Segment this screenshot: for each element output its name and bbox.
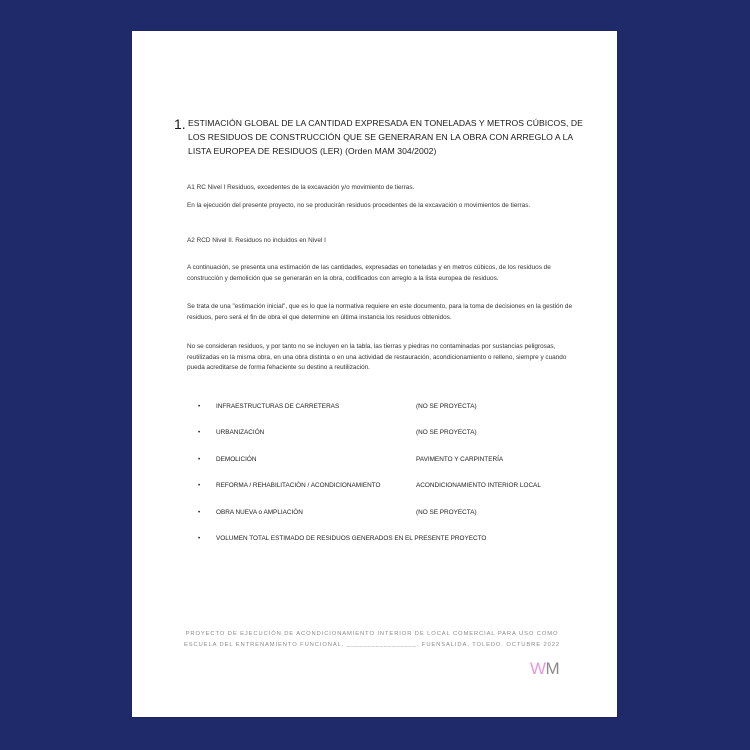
item-name: VOLUMEN TOTAL ESTIMADO DE RESIDUOS GENERADOS EN EL PRESENTE PROYECTO	[216, 535, 487, 542]
item-value: (NO SE PROYECTA)	[416, 509, 477, 516]
logo-w: W	[530, 659, 546, 678]
item-name: DEMOLICIÓN	[216, 456, 257, 463]
section-title: ESTIMACIÓN GLOBAL DE LA CANTIDAD EXPRESADA EN TONELADAS Y METROS CÚBICOS, DE LOS RESIDUOS DE CONSTRUCCIÓN QUE SE GENERARAN EN LA OBRA CON ARREGLO A LA LISTA EUROPEA DE RESIDUOS (LER) (Orden MAM 304/2002)	[188, 118, 583, 156]
item-value: (NO SE PROYECTA)	[416, 429, 477, 436]
a1-text: En la ejecución del presente proyecto, no se producirán residuos procedentes de la excavación o movimientos de tierras.	[187, 202, 531, 209]
section-number: 1.	[174, 116, 186, 132]
list-item	[198, 535, 578, 545]
item-value: (NO SE PROYECTA)	[416, 403, 477, 410]
list-item	[198, 482, 578, 492]
list-item	[198, 509, 578, 519]
footer-line-2: ESCUELA DEL ENTRENAMIENTO FUNCIONAL. _________________. FUENSALIDA, TOLEDO. OCTUBRE 2022	[183, 642, 561, 648]
logo-m: M	[545, 659, 560, 678]
bullet: •	[198, 535, 201, 542]
document-page	[132, 31, 617, 717]
item-name: URBANIZACIÓN	[216, 429, 265, 436]
list-item	[198, 429, 578, 439]
item-name: INFRAESTRUCTURAS DE CARRETERAS	[216, 403, 340, 410]
page-footer	[172, 629, 572, 651]
footer-line-1: PROYECTO DE EJECUCIÓN DE ACONDICIONAMIENTO INTERIOR DE LOCAL COMERCIAL PARA USO COMO	[185, 631, 559, 637]
bullet: •	[198, 456, 201, 463]
item-value: PAVIMENTO Y CARPINTERÍA	[416, 456, 504, 463]
a2-paragraph-1: A continuación, se presenta una estimación de las cantidades, expresadas en toneladas y en metros cúbicos, de los residuos de construcción y demolición que se generarán en la obra, codificados con arreglo a la lista europea de residuos.	[187, 264, 551, 282]
a2-paragraph-2: Se trata de una "estimación inicial", que es lo que la normativa requiere en este documento, para la toma de decisiones en la gestión de residuos, pero será el fin de obra el que determine en última instancia los residuos obtenidos.	[187, 303, 573, 321]
bullet: •	[198, 509, 201, 516]
section-heading	[174, 116, 584, 158]
a2-heading: A2 RCD Nivel II. Residuos no incluidos en Nivel I	[187, 237, 326, 244]
bullet: •	[198, 482, 201, 489]
list-item	[198, 403, 578, 413]
list-item	[198, 456, 578, 466]
item-name: REFORMA / REHABILITACIÓN / ACONDICIONAMIENTO	[216, 482, 381, 489]
item-name: OBRA NUEVA o AMPLIACIÓN	[216, 509, 303, 516]
item-value: ACONDICIONAMIENTO INTERIOR LOCAL	[416, 482, 541, 489]
a1-heading: A1 RC Nivel I Residuos, excedentes de la excavación y/o movimiento de tierras.	[187, 184, 415, 191]
a2-paragraph-3: No se consideran residuos, y por tanto no se incluyen en la tabla, las tierras y piedras no contaminadas por sustancias peligrosas, reutilizadas en la misma obra, en una obra distinta o en una actividad de restauración, acondicionamiento o relleno, siempre y cuando pueda acreditarse de forma fehaciente su destino a reutilización.	[187, 343, 567, 372]
bullet: •	[198, 403, 201, 410]
wm-logo	[530, 659, 559, 679]
bullet: •	[198, 429, 201, 436]
